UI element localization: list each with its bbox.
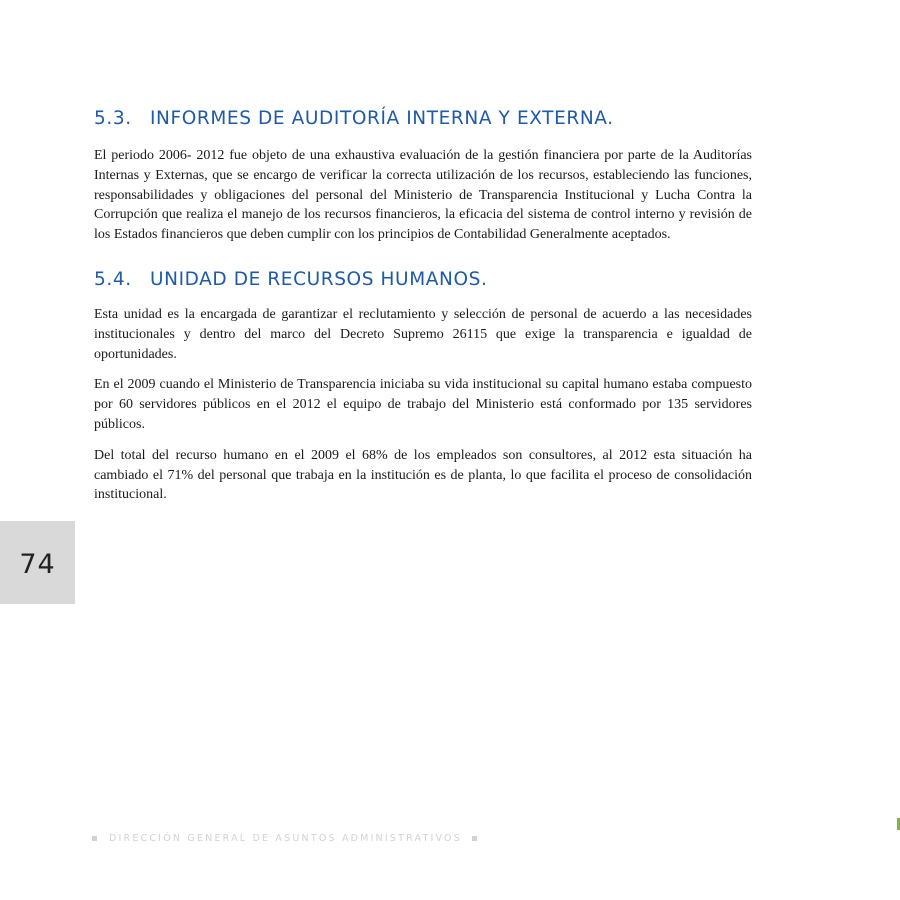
section-number: 5.4. [94,268,132,290]
page-number-tab [0,521,75,604]
paragraph: Del total del recurso humano en el 2009 el 68% de los empleados son consultores, al 2012 esta situación ha cambiado el 71% del personal que trabaja en la institución es de planta, lo que facilita el proceso de consolidación institucional. [94,447,752,503]
footer-square-icon [92,836,97,841]
section-heading-auditoria [94,108,752,129]
section-heading-recursos-humanos [94,269,752,290]
footer [92,833,477,844]
section-title: INFORMES DE AUDITORÍA INTERNA Y EXTERNA. [150,108,614,129]
page-number: 74 [19,549,56,580]
section-title: UNIDAD DE RECURSOS HUMANOS. [150,268,488,290]
page-content [94,108,752,516]
paragraph: El periodo 2006- 2012 fue objeto de una exhaustiva evaluación de la gestión financiera por parte de la Auditorías Internas y Externas, que se encargo de verificar la correcta utilización de los recursos, estableciendo las funciones, responsabilidades y obligaciones del personal del Ministerio de Transparencia Institucional y Lucha Contra la Corrupción que realiza el manejo de los recursos financieros, la eficacia del sistema de control interno y revisión de los Estados financieros que deben cumplir con los principios de Contabilidad Generalmente aceptados. [94,148,752,243]
paragraph: Esta unidad es la encargada de garantizar el reclutamiento y selección de personal de acuerdo a las necesidades institucionales y dentro del marco del Decreto Supremo 26115 que exige la transparencia e igualdad de oportunidades. [94,306,752,362]
footer-text: DIRECCIÓN GENERAL DE ASUNTOS ADMINISTRATIVOS [109,833,462,844]
paragraph: En el 2009 cuando el Ministerio de Transparencia iniciaba su vida institucional su capital humano estaba compuesto por 60 servidores públicos en el 2012 el equipo de trabajo del Ministerio está conformado por 135 servidores públicos. [94,377,752,432]
section-number: 5.3. [94,108,132,129]
footer-square-icon [472,836,477,841]
